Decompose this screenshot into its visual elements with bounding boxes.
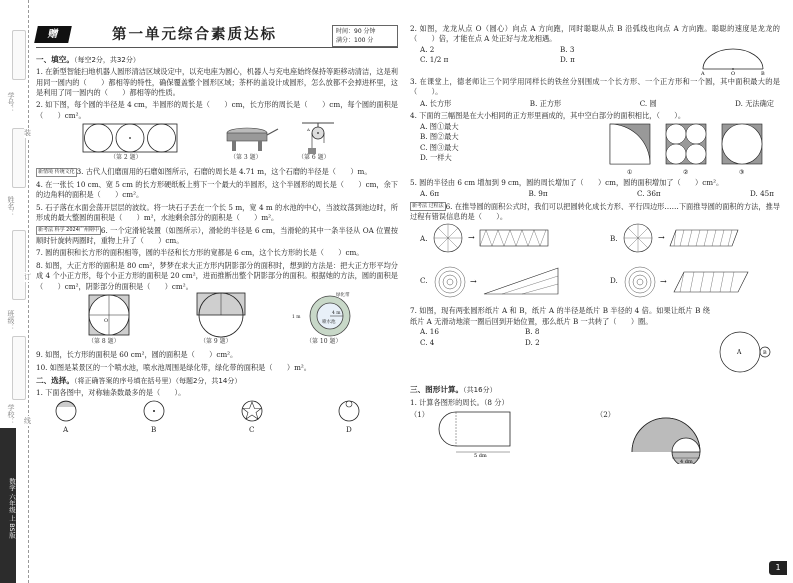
- left-column: [36, 54, 398, 435]
- brand-bar: 数学 六年级 上 BS版: [0, 428, 16, 583]
- choice-4-option-c[interactable]: C. 图③最大: [420, 142, 459, 152]
- figure-2-label: ②: [683, 168, 689, 176]
- question-10: 10. 如图是某景区的一个喷水池，喷水池周围是绿化带，绿化带的面积是（ ）m²。: [36, 362, 311, 372]
- figures-row-1: [36, 121, 398, 165]
- student-id-box[interactable]: [12, 30, 26, 80]
- rectangle-circle-figure: [196, 292, 246, 338]
- choice-7-option-a[interactable]: A. 16: [420, 327, 439, 337]
- paper-circles-figure: [710, 322, 776, 382]
- calc-figure-1: [430, 408, 516, 458]
- question-5: 5. 石子落在水面会荡开层层的波纹。将一块石子丢在一个长 5 m，宽 4 m 的水池的中心，当波纹荡到池边时，所形成的最大整圆的面积是（ ）m²，水池剩余部分的面积是（ ）m²。: [36, 202, 398, 223]
- time-limit: 时间：90 分钟: [336, 28, 376, 35]
- center-o-label: O: [104, 318, 109, 325]
- option-b-shape: [142, 399, 166, 423]
- time-score-box: [332, 25, 398, 47]
- figure-9-caption: （第 9 题）: [200, 338, 232, 346]
- semicircle-run-figure: [700, 45, 766, 75]
- question-7: 7. 圆的面积和长方形的面积相等，圆的半径和长方形的宽都是 6 cm，这个长方形的长是（ ）cm。: [36, 248, 364, 258]
- choice-7-options: [410, 327, 630, 348]
- section-choice: 二、选择。（将正确答案的序号填在括号里）（每题2分，共14分）: [36, 376, 242, 386]
- figures-row-2: [36, 292, 398, 348]
- question-9: 9. 如图，长方形的面积是 60 cm²，圆的面积是（ ）cm²。: [36, 350, 238, 360]
- fountain-label: 喷水池: [322, 320, 336, 326]
- figure-1-label: ①: [627, 168, 633, 176]
- gift-ribbon: 赠: [34, 26, 72, 43]
- millstone-figure: [214, 121, 280, 153]
- option-c-diagram: [432, 262, 562, 300]
- full-score: 满分：100 分: [336, 37, 374, 44]
- point-o-label: O: [731, 70, 736, 75]
- question-3-badge: 新情境 传统文化: [38, 168, 75, 175]
- choice-4-option-b[interactable]: B. 图②最大: [420, 132, 459, 142]
- cut-mark: 装: [24, 129, 31, 137]
- question-1: 1. 在新型智能扫地机器人圆形清洁区域设定中，以充电座为圆心，机器人与充电座始终保持等距移动清洁，这是利用同一圆内的（ ）都相等的特性，确保覆盖整个圆形区域；茶杯的盖设计成圆形，怎么放都不会掉进杯里，这是利用了同一圆内的（ ）都相等的性质。: [36, 67, 398, 98]
- choice-3-option-a[interactable]: A. 长方形: [420, 98, 452, 108]
- choice-2-body: [410, 45, 780, 75]
- question-4: 4. 在一张长 10 cm、宽 5 cm 的长方形硬纸板上剪下一个最大的半圆形，这个半圆形的周长是（ ）cm，余下的边角料的面积是（ ）cm²。: [36, 179, 398, 200]
- choice-7: 7. 如图，现有两张圆形纸片 A 和 B，纸片 A 的半径是纸片 B 半径的 4 倍。如果让纸片 B 绕纸片 A 无滑动地滚一圈后回到开始位置，那么纸片 B 一共转了（ ）圈。: [410, 306, 710, 326]
- choice-7-option-b[interactable]: B. 8: [525, 327, 540, 337]
- choice-2-block: [410, 24, 780, 75]
- question-6-badge: 新考法 科学 2024广州期中: [38, 227, 99, 234]
- green-belt-label: 绿化带: [336, 293, 350, 299]
- question-8: 8. 如图，大正方形的面积是 80 cm²，梦梦在求大正方形内阴影部分的面积时，想到的方法是：把大正方形平均分成 4 个小正方形，每个小正方形的面积是 20 cm²，进而推断出整个阴影部分的面积。根据她的方法，圆的面积是（ ）cm²，阴影部分的面积是（ ）cm²。: [36, 260, 398, 291]
- option-d-label[interactable]: D: [346, 424, 352, 434]
- choice-2-options: [410, 45, 700, 66]
- three-circles-figure: [82, 123, 178, 153]
- choice-2-option-b[interactable]: B. 3: [560, 44, 575, 54]
- choice-5-option-c[interactable]: C. 36π: [636, 189, 661, 199]
- choice-3-options: [410, 99, 780, 109]
- option-d-diagram: [622, 262, 752, 300]
- question-3: 新情境 传统文化 3. 古代人们磨面用的石磨如图所示，石磨的周长是 4.71 m，这个石磨的半径是（ ）m。: [38, 167, 372, 177]
- width-1m-label: 1 m: [292, 315, 301, 321]
- calc-figure-2-label: （2）: [596, 409, 615, 419]
- choice-6-option-b[interactable]: B.: [610, 234, 618, 244]
- choice-3-option-b[interactable]: B. 正方形: [529, 98, 562, 108]
- choice-5: 5. 圆的半径由 6 cm 增加到 9 cm，圆的周长增加了（ ）cm，圆的面积增加了（ ）cm²。: [410, 177, 724, 187]
- choice-7-option-c[interactable]: C. 4: [420, 337, 435, 347]
- class-box[interactable]: [12, 230, 26, 300]
- choice-5-option-d[interactable]: D. 45π: [750, 189, 774, 199]
- figure-6-caption: （第 6 题）: [298, 154, 330, 162]
- page-header: [36, 22, 398, 48]
- question-2: 2. 如下图，每个圆的半径是 4 cm，半圆形的周长是（ ）cm，长方形的周长是（ ）cm，每个圆的面积是（ ）cm²。: [36, 100, 398, 120]
- choice-1: 1. 下面各图中，对称轴条数最多的是（ ）。: [36, 388, 186, 398]
- name-label: 姓名：: [7, 196, 15, 217]
- option-a-shape: [54, 399, 78, 423]
- calc-figure-2: [626, 408, 736, 464]
- squares-figures: [596, 122, 772, 176]
- choice-2-option-c[interactable]: C. 1/2 π: [420, 55, 449, 65]
- choice-4-body: [410, 122, 780, 176]
- fountain-figure: [290, 292, 364, 338]
- choice-3-option-d[interactable]: D. 无法确定: [735, 98, 774, 108]
- section-fill-blank: 一、填空。（每空2分，共32分）: [36, 55, 140, 64]
- choice-5-option-b[interactable]: B. 9π: [528, 189, 548, 199]
- choice-2-option-d[interactable]: D. π: [560, 55, 575, 65]
- class-label: 班级：: [7, 310, 15, 331]
- choice-6-option-d[interactable]: D.: [610, 276, 618, 286]
- choice-6: 新考法 过程法 6. 在推导圆的面积公式时，我们可以把圆转化成长方形、平行四边形……下面推导圆的面积的方法，推导过程有错误信息的是（ ）。: [410, 201, 780, 221]
- right-column: [410, 22, 780, 468]
- choice-1-options: [36, 399, 398, 435]
- svg-text:→: →: [468, 233, 475, 243]
- dimension-5dm: 5 dm: [474, 452, 487, 458]
- option-c-label[interactable]: C: [249, 424, 255, 434]
- svg-text:→: →: [658, 233, 665, 243]
- figure-10-caption: （第 10 题）: [306, 338, 342, 346]
- svg-text:A: A: [307, 127, 310, 133]
- choice-6-option-c[interactable]: C.: [420, 276, 428, 286]
- calc-question-1: 1. 计算各图形的周长。（8 分）: [410, 397, 509, 407]
- choice-6-option-a[interactable]: A.: [420, 234, 428, 244]
- option-b-diagram: [622, 222, 742, 256]
- student-id-label: 学号：: [7, 92, 15, 113]
- section-calculation: 三、图形计算。（共16分）: [410, 385, 497, 395]
- option-c-shape: [240, 399, 264, 423]
- circle-b-label: B: [763, 350, 767, 357]
- cut-mark: 线: [24, 417, 31, 425]
- choice-4-option-d[interactable]: D. 一样大: [420, 152, 452, 162]
- figure-3-caption: （第 3 题）: [230, 154, 262, 162]
- choice-2-option-a[interactable]: A. 2: [420, 44, 435, 54]
- option-a-diagram: [432, 222, 552, 256]
- option-d-shape: [336, 399, 362, 423]
- point-a-label: A: [701, 70, 705, 75]
- choice-3-option-c[interactable]: C. 圆: [639, 98, 657, 108]
- choice-6-figures: [410, 222, 780, 304]
- pulley-figure: [298, 121, 338, 155]
- page-title: 第一单元综合素质达标: [112, 27, 277, 43]
- dimension-4dm: 4 dm: [680, 458, 693, 464]
- school-box[interactable]: [12, 336, 26, 400]
- cut-line: [28, 0, 29, 583]
- svg-text:→: →: [660, 277, 667, 287]
- choice-4-option-a[interactable]: A. 图①最大: [420, 121, 459, 131]
- choice-7-block: [410, 304, 780, 382]
- figure-2-caption: （第 2 题）: [110, 154, 142, 162]
- question-6: 新考法 科学 2024广州期中 6. 一个定滑轮装置（如图所示），滑轮的半径是 6 cm，当滑轮的其中一条半径从 OA 位置按顺时针旋转两圈时，重物上升了（ ）cm。: [36, 225, 398, 245]
- calc-figures: [410, 408, 780, 468]
- point-b-label: B: [761, 70, 765, 75]
- choice-4: 4. 下面的三幅图是在大小相同的正方形里画成的，其中空白部分的面积相比，（ ）。: [410, 111, 686, 121]
- school-label: 学校：: [7, 404, 15, 425]
- cut-mark: 订: [24, 273, 31, 281]
- choice-6-badge: 新考法 过程法: [412, 203, 444, 209]
- svg-text:→: →: [470, 277, 477, 287]
- circle-a-label: A: [737, 349, 742, 357]
- calc-figure-1-label: （1）: [410, 409, 429, 419]
- choice-2: 2. 如图，龙龙从点 O（圆心）向点 A 方向跑，同时聪聪从点 B 沿弧线也向点 A 方向跑。聪聪的速度是龙龙的（ ）倍，才能在点 A 处正好与龙龙相遇。: [410, 24, 780, 44]
- choice-5-options: [410, 189, 780, 199]
- choice-7-option-d[interactable]: D. 2: [525, 337, 540, 347]
- radius-4m-label: 4 m: [332, 311, 341, 317]
- choice-5-option-a[interactable]: A. 6π: [420, 189, 440, 199]
- square-circle-figure: [88, 294, 130, 336]
- figure-3-label: ③: [739, 168, 745, 176]
- option-a-label[interactable]: A: [63, 424, 69, 434]
- figure-8-caption: （第 8 题）: [88, 338, 120, 346]
- page-number: 1: [769, 561, 787, 575]
- choice-3: 3. 在课堂上，德老师让三个同学用同样长的铁丝分别围成一个长方形、一个正方形和一个圆，其中面积最大的是（ ）。: [410, 76, 780, 97]
- option-b-label[interactable]: B: [151, 424, 157, 434]
